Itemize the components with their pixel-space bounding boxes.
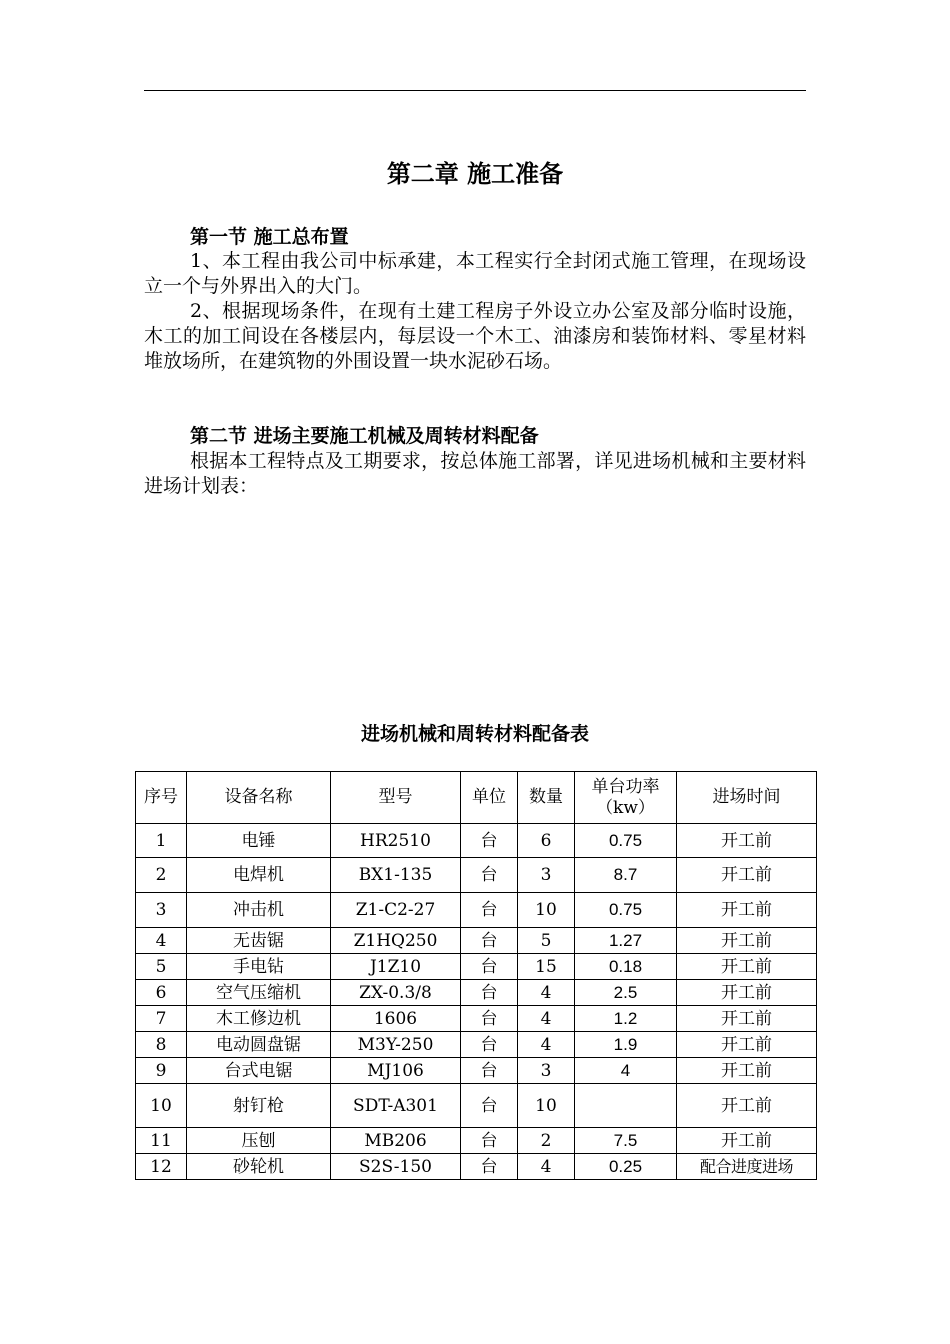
cell-quantity: 15 — [518, 954, 575, 980]
table-row — [136, 1084, 817, 1128]
cell-name: 台式电锯 — [187, 1058, 331, 1084]
section1-paragraph-2: 2、根据现场条件，在现有土建工程房子外设立办公室及部分临时设施，木工的加工间设在各楼层内，每层设一个木工、油漆房和装饰材料、零星材料堆放场所，在建筑物的外围设置一块水泥砂石场。 — [144, 300, 806, 372]
header-quantity: 数量 — [518, 772, 575, 824]
cell-unit: 台 — [461, 928, 518, 954]
cell-entry-time: 配合进度进场 — [677, 1154, 817, 1180]
cell-power: 0.75 — [575, 824, 677, 858]
cell-entry-time: 开工前 — [677, 858, 817, 893]
cell-index: 6 — [136, 980, 187, 1006]
header-name: 设备名称 — [187, 772, 331, 824]
cell-unit: 台 — [461, 1058, 518, 1084]
cell-power: 0.75 — [575, 893, 677, 928]
section1-title: 第一节 施工总布置 — [190, 226, 349, 248]
cell-power: 8.7 — [575, 858, 677, 893]
cell-quantity: 10 — [518, 1084, 575, 1128]
cell-index: 10 — [136, 1084, 187, 1128]
section2-paragraph-1: 根据本工程特点及工期要求，按总体施工部署，详见进场机械和主要材料进场计划表： — [144, 450, 806, 497]
table-row — [136, 928, 817, 954]
cell-name: 射钉枪 — [187, 1084, 331, 1128]
cell-index: 9 — [136, 1058, 187, 1084]
cell-model: 1606 — [331, 1006, 461, 1032]
cell-unit: 台 — [461, 824, 518, 858]
cell-name: 手电钻 — [187, 954, 331, 980]
cell-quantity: 5 — [518, 928, 575, 954]
table-row — [136, 954, 817, 980]
cell-model: M3Y-250 — [331, 1032, 461, 1058]
cell-power: 4 — [575, 1058, 677, 1084]
cell-unit: 台 — [461, 1084, 518, 1128]
cell-model: BX1-135 — [331, 858, 461, 893]
table-row — [136, 1006, 817, 1032]
table-row — [136, 1128, 817, 1154]
cell-entry-time: 开工前 — [677, 1006, 817, 1032]
table-row — [136, 893, 817, 928]
table-row — [136, 858, 817, 893]
table-row — [136, 824, 817, 858]
table-row — [136, 1154, 817, 1180]
header-power: 单台功率（kw） — [575, 772, 677, 824]
table-title: 进场机械和周转材料配备表 — [360, 723, 589, 745]
cell-name: 电动圆盘锯 — [187, 1032, 331, 1058]
table-row — [136, 1058, 817, 1084]
equipment-table — [135, 771, 817, 1180]
cell-name: 空气压缩机 — [187, 980, 331, 1006]
cell-index: 8 — [136, 1032, 187, 1058]
cell-power: 0.25 — [575, 1154, 677, 1180]
cell-quantity: 2 — [518, 1128, 575, 1154]
cell-unit: 台 — [461, 1006, 518, 1032]
cell-model: ZX-0.3/8 — [331, 980, 461, 1006]
cell-entry-time: 开工前 — [677, 1084, 817, 1128]
cell-power: 7.5 — [575, 1128, 677, 1154]
cell-name: 压刨 — [187, 1128, 331, 1154]
cell-name: 电锤 — [187, 824, 331, 858]
cell-entry-time: 开工前 — [677, 980, 817, 1006]
cell-name: 电焊机 — [187, 858, 331, 893]
cell-entry-time: 开工前 — [677, 1058, 817, 1084]
cell-model: Z1-C2-27 — [331, 893, 461, 928]
table-row — [136, 1032, 817, 1058]
cell-entry-time: 开工前 — [677, 928, 817, 954]
cell-entry-time: 开工前 — [677, 1032, 817, 1058]
cell-model: Z1HQ250 — [331, 928, 461, 954]
cell-model: MJ106 — [331, 1058, 461, 1084]
cell-name: 砂轮机 — [187, 1154, 331, 1180]
cell-model: J1Z10 — [331, 954, 461, 980]
cell-unit: 台 — [461, 954, 518, 980]
cell-quantity: 6 — [518, 824, 575, 858]
cell-quantity: 3 — [518, 858, 575, 893]
table-header-row — [136, 772, 817, 824]
cell-unit: 台 — [461, 980, 518, 1006]
cell-model: MB206 — [331, 1128, 461, 1154]
cell-quantity: 10 — [518, 893, 575, 928]
cell-name: 无齿锯 — [187, 928, 331, 954]
cell-quantity: 4 — [518, 1154, 575, 1180]
cell-name: 木工修边机 — [187, 1006, 331, 1032]
cell-power: 1.27 — [575, 928, 677, 954]
cell-unit: 台 — [461, 1154, 518, 1180]
cell-entry-time: 开工前 — [677, 1128, 817, 1154]
cell-power: 1.2 — [575, 1006, 677, 1032]
cell-entry-time: 开工前 — [677, 893, 817, 928]
cell-name: 冲击机 — [187, 893, 331, 928]
table-row — [136, 980, 817, 1006]
cell-quantity: 4 — [518, 980, 575, 1006]
header-model: 型号 — [331, 772, 461, 824]
cell-model: S2S-150 — [331, 1154, 461, 1180]
cell-entry-time: 开工前 — [677, 824, 817, 858]
cell-model: SDT-A301 — [331, 1084, 461, 1128]
header-rule — [144, 90, 806, 91]
header-unit: 单位 — [461, 772, 518, 824]
cell-index: 5 — [136, 954, 187, 980]
header-index: 序号 — [136, 772, 187, 824]
cell-unit: 台 — [461, 1032, 518, 1058]
cell-power — [575, 1084, 677, 1128]
cell-index: 3 — [136, 893, 187, 928]
cell-index: 4 — [136, 928, 187, 954]
cell-power: 1.9 — [575, 1032, 677, 1058]
cell-power: 2.5 — [575, 980, 677, 1006]
cell-quantity: 3 — [518, 1058, 575, 1084]
cell-index: 12 — [136, 1154, 187, 1180]
cell-power: 0.18 — [575, 954, 677, 980]
cell-index: 7 — [136, 1006, 187, 1032]
cell-entry-time: 开工前 — [677, 954, 817, 980]
section2-title: 第二节 进场主要施工机械及周转材料配备 — [190, 425, 539, 447]
cell-index: 2 — [136, 858, 187, 893]
cell-unit: 台 — [461, 1128, 518, 1154]
cell-index: 11 — [136, 1128, 187, 1154]
section1-paragraph-1: 1、本工程由我公司中标承建，本工程实行全封闭式施工管理，在现场设立一个与外界出入的大门。 — [144, 250, 806, 297]
chapter-title: 第二章 施工准备 — [386, 160, 564, 188]
cell-quantity: 4 — [518, 1006, 575, 1032]
cell-unit: 台 — [461, 893, 518, 928]
cell-quantity: 4 — [518, 1032, 575, 1058]
cell-unit: 台 — [461, 858, 518, 893]
cell-model: HR2510 — [331, 824, 461, 858]
header-entry-time: 进场时间 — [677, 772, 817, 824]
cell-index: 1 — [136, 824, 187, 858]
